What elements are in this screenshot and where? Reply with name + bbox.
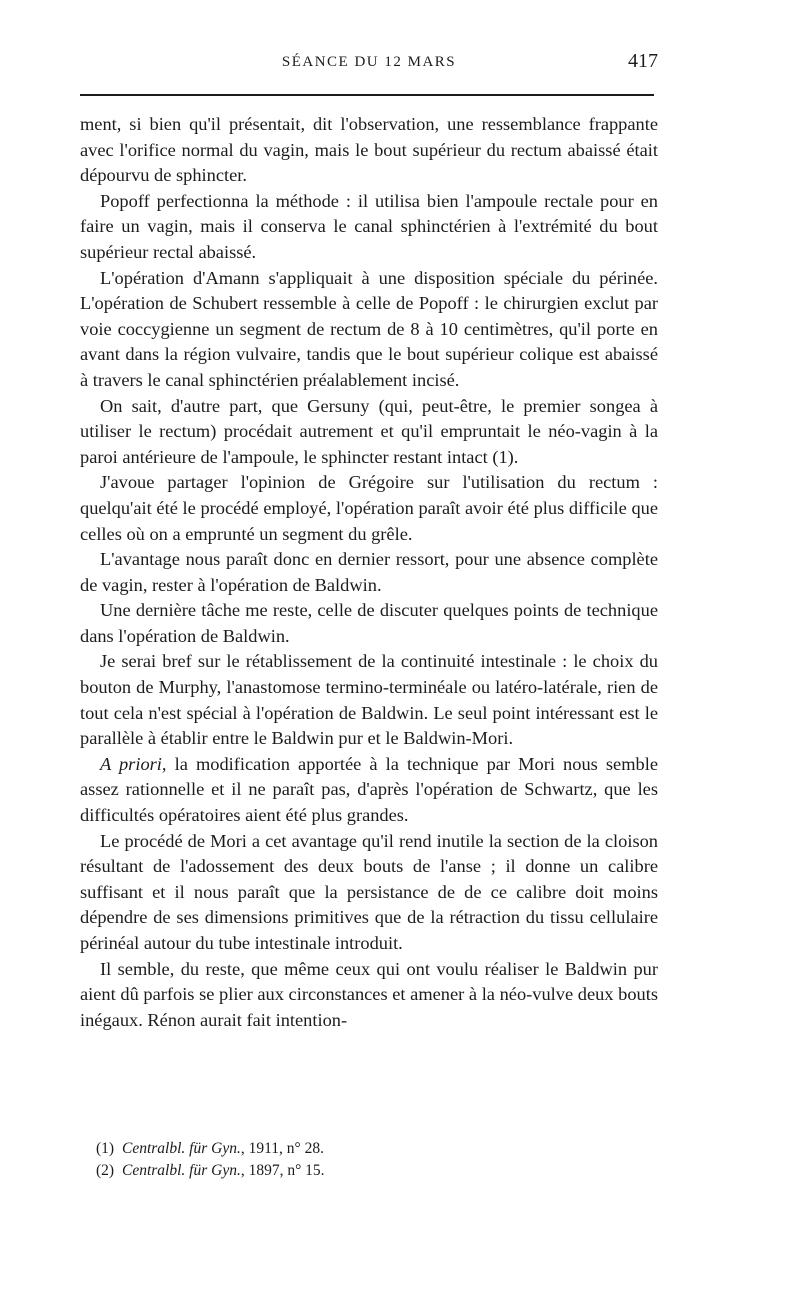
footnote (96, 1138, 636, 1160)
paragraph: J'avoue partager l'opinion de Grégoire sur l'utilisation du rectum : quelqu'ait été le procédé employé, l'opération paraît avoir été plus difficile que celles où on a emprunté un segment du grêle. (80, 472, 658, 544)
body-text (80, 112, 658, 1033)
paragraph: Je serai bref sur le rétablissement de la continuité intestinale : le choix du bouton de Murphy, l'anastomose termino-terminéale ou latéro-latérale, rien de tout cela n'est spécial à l'opération de Baldwin. Le seul point intéressant est le parallèle à établir entre le Baldwin pur et le Baldwin-Mori. (80, 651, 658, 749)
footnote-number: (2) (96, 1162, 115, 1179)
italic-phrase: A priori, (100, 753, 167, 774)
paragraph-text: la modification apportée à la technique par Mori nous semble assez rationnelle et il ne paraît pas, d'après l'opération de Schwartz, que les difficultés opératoires aient été plus grandes. (80, 753, 658, 826)
header-rule (80, 94, 654, 96)
footnote (96, 1160, 636, 1182)
paragraph: L'opération d'Amann s'appliquait à une disposition spéciale du périnée. L'opération de Schubert ressemble à celle de Popoff : le chirurgien exclut par voie coccygienne un segment de rectum de 8 à 10 centimètres, qu'il porte en avant dans la région vulvaire, tandis que le bout supérieur colique est abaissé à travers le canal sphinctérien préalablement incisé. (80, 267, 658, 390)
footnotes (96, 1138, 636, 1182)
paragraph-a-priori (80, 752, 658, 829)
footnote-reference: , 1911, n° 28. (240, 1140, 324, 1157)
page-header (80, 50, 658, 76)
paragraph: Le procédé de Mori a cet avantage qu'il rend inutile la section de la cloison résultant de l'adossement des deux bouts de l'anse ; il donne un calibre suffisant et il nous paraît que la persistance de de ce calibre doit moins dépendre de ses dimensions primitives que de la rétraction du tissu cellulaire périnéal autour du tube intestinale introduit. (80, 830, 658, 953)
paragraph: ment, si bien qu'il présentait, dit l'observation, une ressemblance frappante avec l'orifice normal du vagin, mais le bout supérieur du rectum abaissé était dépourvu de sphincter. (80, 114, 658, 186)
paragraph: Une dernière tâche me reste, celle de discuter quelques points de technique dans l'opération de Baldwin. (80, 600, 658, 646)
running-head: SÉANCE DU 12 MARS (281, 54, 457, 70)
paragraph: L'avantage nous paraît donc en dernier ressort, pour une absence complète de vagin, rester à l'opération de Baldwin. (80, 549, 658, 595)
paragraph: Il semble, du reste, que même ceux qui ont voulu réaliser le Baldwin pur aient dû parfois se plier aux circonstances et amener à la néo-vulve deux bouts inégaux. Rénon aurait fait intention- (80, 958, 658, 1030)
footnote-reference: , 1897, n° 15. (240, 1162, 325, 1179)
page-number: 417 (628, 50, 658, 72)
footnote-journal: Centralbl. für Gyn. (122, 1140, 241, 1157)
footnote-journal: Centralbl. für Gyn. (122, 1162, 241, 1179)
paragraph: On sait, d'autre part, que Gersuny (qui, peut-être, le premier songea à utiliser le rectum) procédait autrement et qu'il empruntait le néo-vagin à la paroi antérieure de l'ampoule, le sphincter restant intact (1). (80, 395, 658, 467)
footnote-number: (1) (96, 1140, 115, 1157)
paragraph: Popoff perfectionna la méthode : il utilisa bien l'ampoule rectale pour en faire un vagin, mais il conserva le canal sphinctérien à l'extrémité du bout supérieur rectal abaissé. (80, 190, 658, 262)
